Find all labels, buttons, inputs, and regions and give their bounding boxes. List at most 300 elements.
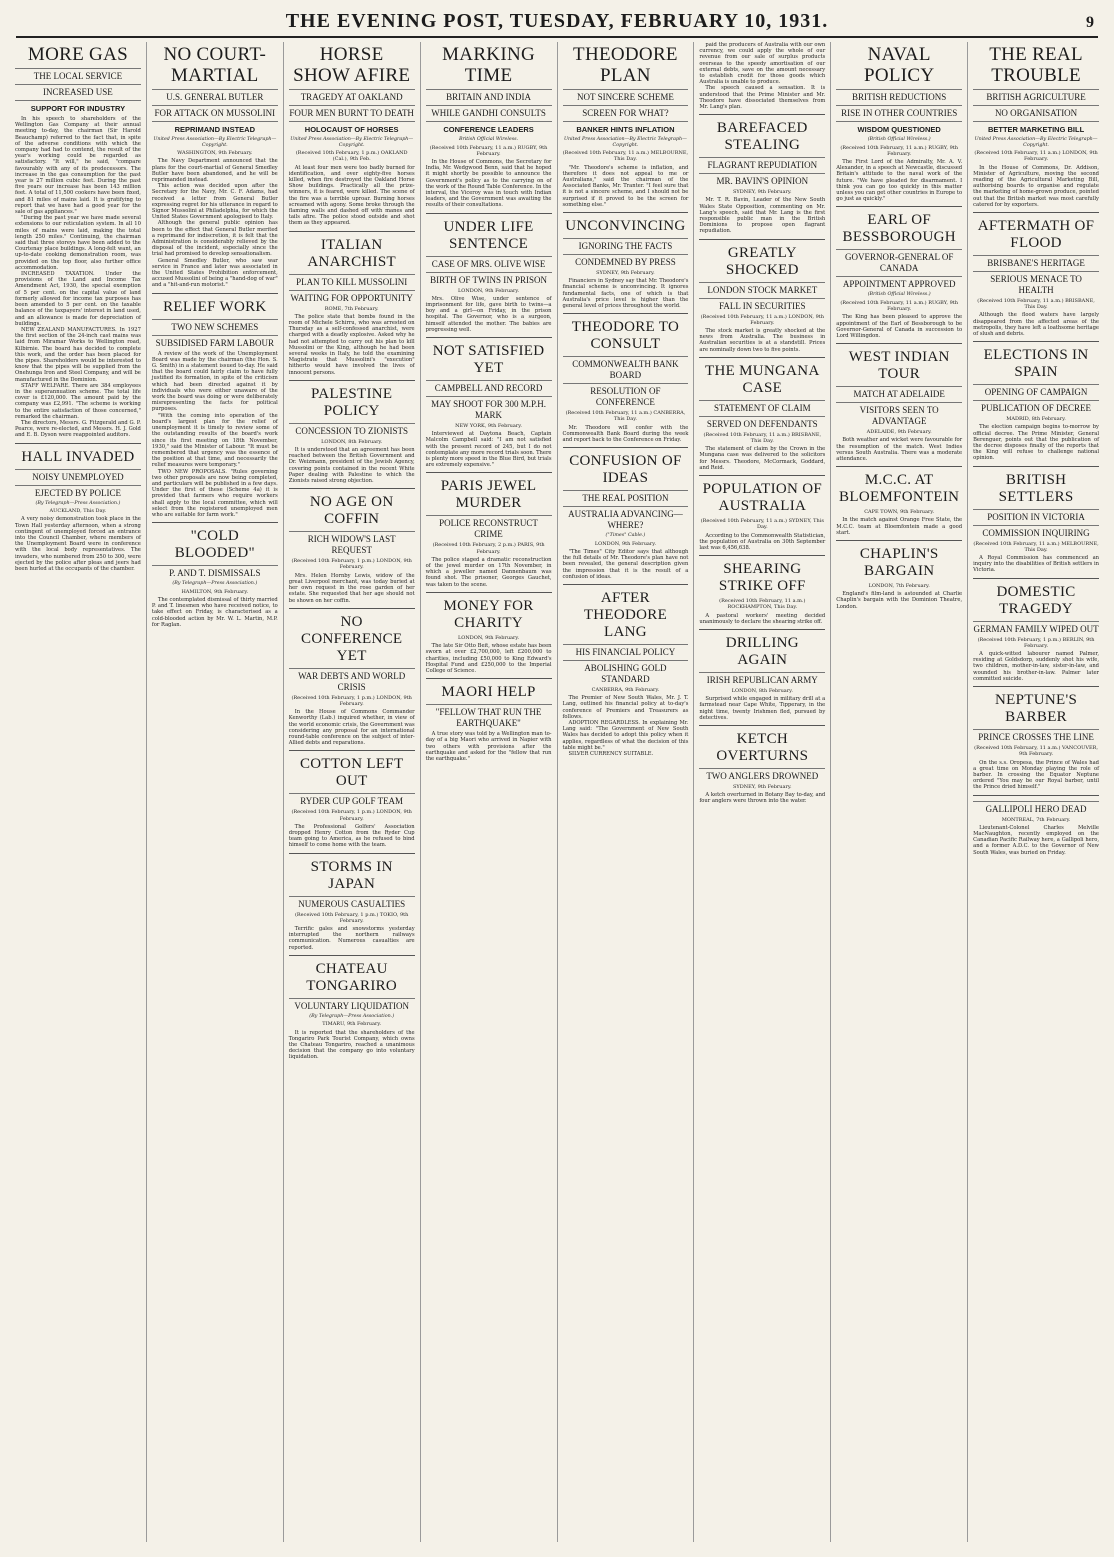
article [836,466,962,536]
dateline: CAPE TOWN, 9th February. [864,509,935,516]
dateline: (Received 10th February, 11 a.m.) BRISBANE, This Day. [703,431,822,445]
column-2 [147,42,284,1542]
paragraph: A ketch overturned in Botany Bay to-day, and four anglers were thrown into the water. [699,792,826,805]
dateline: (Received 10th February, 11 a.m.) MELBOURNE, This Day. [973,540,1099,553]
headline: HORSE SHOW AFIRE [293,44,411,86]
dateline: (Received 10th February, 1 p.m.) LONDON, 9th February. [291,694,412,707]
wire-credit: United Press Association—By Electric Telegraph—Copyright. [974,137,1098,148]
paragraph: "Mr. Theodore's scheme is inflation, and therefore it does not appeal to me or Australians," said the chairman of the Associated Banks, Mr. Tranter. "I feel sure that it is not a sincere scheme, and I should not be surprised if it proved to be the screen for something else." [562,164,689,208]
dateline: AUCKLAND, This Day. [49,508,107,515]
headline: CHAPLIN'S BARGAIN [859,546,939,580]
article-body [426,557,552,588]
article [973,466,1099,574]
headline: THEODORE PLAN [573,44,678,86]
article [426,337,552,468]
subheading: BRITAIN AND INDIA [426,89,552,103]
subheading: FALL IN SECURITIES [699,298,825,312]
dateline: (Received 10th February, 11 a.m.) VANCOUVER, 9th February. [974,745,1098,758]
headline: NEPTUNE'S BARBER [995,692,1078,726]
headline: RELIEF WORK [163,298,267,315]
article [973,795,1099,856]
subheading: TWO NEW SCHEMES [152,319,278,333]
dateline: LONDON, 9th February. [457,634,520,641]
article [563,44,689,208]
subheading: VOLUNTARY LIQUIDATION [289,998,415,1012]
subheading: TRAGEDY AT OAKLAND [289,89,415,103]
dateline: SYDNEY, 9th February. [732,783,792,790]
dateline: LONDON, 9th February. [594,540,657,547]
headline: ITALIAN ANARCHIST [307,236,396,270]
paragraph: The statement of claim by the Crown in the Mungana case was delivered to the solicitors for Messrs. Theodore, McCormack, Goddard, and Reid. [699,446,826,471]
headline: HALL INVADED [21,448,135,465]
paragraph: It is reported that the shareholders of the Tongariro Park Tourist Company, which owns the Chateau Tongariro, reached a unanimous decision that the company go into voluntary liquidation. [288,1029,415,1061]
dateline: SYDNEY, 9th February. [732,189,792,196]
dateline: (Received 10th February, 11 a.m.) ROCKHAMPTON, This Day. [719,598,806,611]
article [699,42,825,110]
dateline: (Received 10th February, 11 a.m.) SYDNEY, This Day. [700,518,824,531]
paragraph: STAFF WELFARE. There are 384 employees in the superannuation scheme. The total life cover is £120,000. The amount paid by the company was £2,991. "The scheme is working to the entire satisfaction of those concerned," remarked the chairman. [15,382,141,420]
paragraph: Although the general public opinion has been to the effect that General Butler merited a reprimand for indiscretion, it is felt that the Administration is considerably relieved by the disposal of the incident, especially since the trial had promised to develop sensationalism. [151,220,278,258]
dateline: MADRID, 8th February. [1006,416,1066,423]
article [836,44,962,202]
subheading: SUBSIDISED FARM LABOUR [152,335,278,349]
article-body [699,328,825,353]
subheading: ABOLISHING GOLD STANDARD [563,660,689,685]
paragraph: A quick-witted labourer named Palmer, residing at Goldsdorp, suddenly shot his wife, two children, mother-in-law, sister-in-law, and wounded his brother-in-law. Palmer later committed suicide. [973,651,1099,682]
headline: SHEARING STRIKE OFF [718,561,806,595]
subheading: HOLOCAUST OF HORSES [289,121,415,135]
paragraph: A Royal Commission has commenced an inquiry into the disabilities of British settlers in Victoria. [973,555,1099,574]
subheading: BRITISH AGRICULTURE [973,89,1099,103]
article [699,725,825,805]
subheading: BRISBANE'S HERITAGE [973,255,1099,269]
paragraph: Interviewed at Daytona Beach, Captain Malcolm Campbell said: "I am not satisfied with the present record of 245, but I do not contemplate any more record trials soon. There is plenty more speed in the Blue Bird, but trials are extremely expensive." [425,431,552,469]
headline: CHATEAU TONGARIRO [306,960,398,994]
article [15,44,141,439]
subheading: PRINCE CROSSES THE LINE [973,729,1099,743]
article [973,44,1099,208]
subheading: BETTER MARKETING BILL [973,121,1099,135]
subheading: TWO ANGLERS DROWNED [699,768,825,782]
headline: MONEY FOR CHARITY [443,597,534,631]
column-7 [831,42,968,1542]
article [289,44,415,227]
paragraph: The speech caused a sensation. It is understood that the Prime Minister and Mr. Theodore have dissociated themselves from Mr. Lang's plan. [699,85,826,111]
paragraph: A review of the work of the Unemployment Board was made by the chairman (the Hon. S. G. Smith) in a statement issued to-day. He said that the board could fairly claim to have fully justified its formation, in spite of the criticism which had been directed against it by individuals who were either unaware of the work the board was doing or were deliberately misrepresenting the facts for political purposes. [151,350,278,413]
subheading: IRISH REPUBLICAN ARMY [699,672,825,686]
subheading: SERIOUS MENACE TO HEALTH [973,271,1099,296]
article [973,212,1099,337]
paragraph: INCREASED TAXATION. Under the provisions of the Land and Income Tax Amendment Act, 1930, the special exemption of 5 per cent. on the capital value of land formerly allowed for income tax purposes has been amended to 5 per cent. on the taxable balance of the taxpayers' interest in land used, and an allowance is made for depreciation of buildings. [15,271,141,327]
article [973,686,1099,790]
subheading: COMMISSION INQUIRING [973,525,1099,539]
article [699,555,825,625]
headline: NO CONFERENCE YET [301,613,403,664]
article-body [973,555,1099,574]
paragraph: The Professional Golfers' Association dropped Henry Cotton from the Ryder Cup team going to America, as he refused to bind himself to come home with the team. [288,823,415,849]
wire-credit: British Official Wireless. [458,137,519,142]
article-body [426,643,552,674]
article [699,114,825,234]
dateline: NEW YORK, 9th February. [455,423,523,430]
headline: KETCH OVERTURNS [716,730,809,764]
column-4 [421,42,558,1542]
wire-credit: (By Telegraph—Press Association.) [309,1013,395,1019]
article-body [699,696,825,721]
newspaper-title: THE EVENING POST, TUESDAY, FEBRUARY 10, 1931. [285,10,829,32]
headline: DOMESTIC TRAGEDY [996,583,1076,617]
article-body [973,825,1099,856]
subheading: FOUR MEN BURNT TO DEATH [289,105,415,119]
headline: THEODORE TO CONSULT [571,319,680,353]
subheading: EJECTED BY POLICE [15,485,141,499]
article [699,475,825,551]
column-5 [558,42,695,1542]
dateline: LONDON, 8th February. [321,438,383,445]
paragraph: "During the past year we have made several extensions to our reticulation system. In all 10 miles of mains were laid, making the total length 250 miles." Continuing, the chairman said that three storeys have been added to the Courtenay place buildings. A long-felt want, an up-to-date cooking demonstration room, was provided on the top floor, also further office accommodation. [15,215,141,271]
article [289,231,415,376]
article-body [563,549,689,580]
masthead [16,6,1098,38]
article [152,522,278,628]
dateline: (Received 10th February, 11 a.m.) RUGBY, 9th February. [429,144,548,157]
paragraph: NEW ZEALAND MANUFACTURES. In 1927 the first section of the 24-inch cast mains was laid from Miramar Works to Wellington road, Kilbirnie. The board has decided to complete this work, and the order has been placed for the pipes. Shareholders would be interested to know that the pipes will be supplied from the Onehunga Iron and Steel Company, and will be manufactured in the Dominion. [15,326,141,383]
dateline: (Received 10th February, 11 a.m.) BRISBANE, This Day. [977,298,1095,311]
article [289,380,415,484]
article-body [289,824,415,849]
wire-credit: (British Official Wireless.) [867,292,931,298]
subheading: RESOLUTION OF CONFERENCE [563,383,689,408]
dateline: HAMILTON, 9th February. [181,588,249,595]
dateline: MONTREAL, 7th February. [1001,816,1071,823]
article [15,443,141,573]
subheading: NOISY UNEMPLOYED [15,469,141,483]
paragraph: A pastoral workers' meeting decided unanimously to declare the shearing strike off. [699,612,826,625]
article [563,447,689,580]
article-body [563,425,689,444]
subheading: POSITION IN VICTORIA [973,509,1099,523]
dateline: WASHINGTON, 9th February. [177,150,253,157]
paragraph: A true story was told by a Wellington man to-day of a big Maori who arrived in Napier with two others with provisions after the earthquake and asked for the "fellow that run the earthquake." [425,731,552,762]
headline: "COLD BLOODED" [174,528,255,562]
subheading: CAMPBELL AND RECORD [426,380,552,394]
headline: MARKING TIME [442,44,535,86]
dateline: ROME, 7th February. [324,305,379,312]
column-6 [694,42,831,1542]
subheading: GERMAN FAMILY WIPED OUT [973,621,1099,635]
article [152,293,278,518]
paragraph: Although the flood waters have largely disappeared from the affected areas of the metropolis, they have left a loathsome heritage of slush and debris. [973,312,1099,338]
subheading: SCREEN FOR WHAT? [563,105,689,119]
headline: AFTER THEODORE LANG [583,590,668,641]
article-body [836,437,962,462]
paragraph: SILVER CURRENCY SUITABLE. [568,751,654,758]
article-body [699,446,825,471]
dateline: TIMARU, 9th February. [322,1021,382,1028]
subheading: SUPPORT FOR INDUSTRY [15,100,141,114]
paragraph: In his speech to shareholders of the Wellington Gas Company at their annual meeting to-day, the chairman (Sir Harold Beauchamp) referred to the fact that, in spite of the adverse conditions with which the company had had to contend, the result of the year's working could be regarded as satisfactory. "It will," he said, "compare favourably with any of its predecessors. The increase in the gas consumption for the past year is 27 million cubic feet. During the past five years our increase has been 143 million feet. A total of 11,500 cookers have been fixed, and 81 miles of mains laid. It is gratifying to report that we have had a good year for the sale of gas appliances." [15,116,141,216]
headline: THE MUNGANA CASE [705,362,820,396]
subheading: PUBLICATION OF DECREE [973,400,1099,414]
article-body [426,731,552,762]
headline: BAREFACED STEALING [716,120,808,154]
article [426,213,552,333]
subheading: WHILE GANDHI CONSULTS [426,105,552,119]
paragraph: At least four men were too badly burned for identification, and over eighty-five horses killed, when fire destroyed the Oakland Horse Show buildings. Practically all the prize-winners, it is feared, were killed. The scene of the fire was a terrible uproar. Burning horses screamed with agony. Some broke through the flaming walls and dashed off with manes and tails afire. The police stood outside and shot them as they appeared. [288,164,415,227]
paragraph: A very noisy demonstration took place in the Town Hall yesterday afternoon, when a strong contingent of unemployed forced an entrance into the Council Chamber, where members of the Unemployment Board were in conference with the local body representatives. The invaders, who numbered from 250 to 300, were ejected by the police after pleas and jeers had been hurled at the occupants of the chamber. [15,516,141,572]
article-body [973,165,1099,208]
headline: MORE GAS [27,44,128,65]
headline: POPULATION OF AUSTRALIA [702,481,822,515]
article [426,472,552,587]
dateline: (Received 10th February, 1 p.m.) BERLIN, 9th February. [977,636,1095,649]
paragraph: Mr. T. R. Bavin, Leader of the New South Wales State Opposition, commenting on Mr. Lang's speech, said that Mr. Lang is the first responsible public man in the British Dominions to propose open flagrant repudiation. [699,197,826,235]
dateline: LONDON, 7th February. [868,583,930,590]
paragraph: Financiers in Sydney say that Mr. Theodore's financial scheme is unconvincing. It ignores fundamental facts, one of which is that Australia's price level is higher than the general level of prices throughout the world. [562,278,689,310]
subheading: MAY SHOOT FOR 300 M.P.H. MARK [426,396,552,421]
paragraph: TWO NEW PROPOSALS. "Rules governing two other proposals are now being completed, and particulars will be published in a few days. Under the first of these (Scheme 4a) it is provided that farmers who require workers shall apply to the local committee, which will select from the registered unemployed men who are suitable for farm work." [151,468,278,518]
paragraph: The contemplated dismissal of thirty married P. and T. linesmen who have received notice, to take effect on Friday, is characterised as a cold-blooded action by Mr. W. L. Martin, M.P. for Raglan. [151,596,278,628]
subheading: WAITING FOR OPPORTUNITY [289,290,415,304]
wire-credit: United Press Association—By Electric Telegraph—Copyright. [563,137,687,148]
article-body [289,573,415,604]
column-3 [284,42,421,1542]
subheading: INCREASED USE [15,84,141,98]
paragraph: The directors, Messrs. G. Fitzgerald and G. P. Pearce, were re-elected, and Messrs. H. J. Gold and E. B. Dyson were reappointed auditors. [15,419,141,439]
dateline: (Received 10th February, 11 a.m.) LONDON, 9th February. [700,313,825,326]
paragraph: In the match against Orange Free State, the M.C.C. team at Bloemfontein made a good start. [836,517,963,536]
subheading: CONFERENCE LEADERS [426,121,552,135]
paragraph: The Navy Department announced that the plans for the court-martial of General Smedley Butler have been abandoned, and he will be reprimanded instead. [151,158,278,183]
subheading: SERVED ON DEFENDANTS [699,416,825,430]
headline: BRITISH SETTLERS [998,471,1074,505]
paragraph: The late Sir Otto Beit, whose estate has been sworn at over £2,700,000, left £200,000 to charities, including £50,000 to King Edward's Hospital Fund and £250,000 to the Imperial College of Science. [425,643,552,674]
article [152,44,278,289]
dateline: SYDNEY, 9th February. [596,270,655,277]
subheading: BANKER HINTS INFLATION [563,121,689,135]
paragraph: On the s.s. Oropesa, the Prince of Wales had a great time on Monday playing the role of barber. In crossing the Equator Neptune ordered "You may be our Royal barber, until the Prince dried himself." [973,759,1099,791]
paragraph: The stock market is greatly shocked at the news from Australia. The business in Australian securities is at a standstill. Prices are nominally down two to five points. [699,328,826,353]
paragraph: General Smedley Butler, who saw war service in France and later was associated in the United States Prohibition enforcement, accused Mussolini of being a "hand-dog of war" and a "hit-and-run motorist." [151,257,278,289]
subheading: U.S. GENERAL BUTLER [152,89,278,103]
article [426,678,552,762]
article-body [836,517,962,536]
subheading: GOVERNOR-GENERAL OF CANADA [836,249,962,274]
paragraph: "With the coming into operation of the board's largest plan for the relief of unemployment it is timely to review some of the outstanding results of the board's work since its first meeting on 18th November, 1930," said the Minister of Labour. "It must be remembered that urgency was the essence of the position at that time, and necessarily the relief measures were temporary." [151,412,278,469]
dateline: ADELAIDE, 9th February. [866,429,932,436]
subheading: MATCH AT ADELAIDE [836,386,962,400]
article [699,239,825,353]
article-body [836,591,962,610]
headline: CONFUSION OF IDEAS [569,453,682,487]
article-body [973,424,1099,461]
page-number: 9 [1086,14,1094,31]
subheading: RICH WIDOW'S LAST REQUEST [289,531,415,556]
paragraph: Mr. Theodore will confer with the Commonwealth Bank Board during the week and report back to the Conference on Friday. [562,424,689,444]
subheading: COMMONWEALTH BANK BOARD [563,356,689,381]
headline: NOT SATISFIED YET [432,343,545,377]
article-body [289,165,415,227]
headline: WEST INDIAN TOUR [848,349,950,383]
paragraph: The election campaign begins to-morrow by official decree. The Prime Minister, General Berenguer, points out that the publication of the decree disposes finally of the reports that the King will refuse to challenge national opinion. [973,424,1099,462]
subheading: OPENING OF CAMPAIGN [973,384,1099,398]
paragraph: Terrific gales and snowstorms yesterday interrupted the northern railways communication. Numerous casualties are reported. [288,925,415,951]
article [836,540,962,610]
headline: UNDER LIFE SENTENCE [443,218,534,252]
paragraph: paid the producers of Australia with our own currency, we could apply the whole of our revenue from our sale of surplus products overseas to the speedy amortisation of our external debts, save on the amount necessary to establish credit for those goods which Australia is unable to produce. [699,42,826,86]
article [699,357,825,471]
subheading: THE REAL POSITION [563,490,689,504]
paragraph: Mrs. Helen Hornby Lewis, widow of the great Liverpool merchant, was today buried at her own request in the rose garden of her estate. She requested that her age should not be shown on her coffin. [288,572,415,604]
dateline: (Received 10th February, 11 a.m.) MELBOURNE, This Day. [562,150,689,163]
subheading: HIS FINANCIAL POLICY [563,644,689,658]
headline: NAVAL POLICY [863,44,935,86]
article [289,853,415,951]
headline: M.C.C. AT BLOEMFONTEIN [839,472,960,506]
column-1 [10,42,147,1542]
headline: GREATLY SHOCKED [725,244,799,278]
article-body [836,159,962,202]
subheading: REPRIMAND INSTEAD [152,121,278,135]
article-body [563,165,689,208]
headline: UNCONVINCING [565,218,686,235]
article-body [15,116,141,439]
article-body [289,1030,415,1061]
article [289,488,415,603]
headline: NO AGE ON COFFIN [309,494,394,528]
dateline: (Received 10th February, 11 a.m.) CANBERRA, This Day. [565,410,686,423]
columns-container [10,42,1104,1542]
headline: NO COURT-MARTIAL [163,44,267,86]
subheading: P. AND T. DISMISSALS [152,565,278,579]
dateline: CANBERRA, 9th February. [591,687,660,694]
article-body [289,314,415,376]
article [836,343,962,462]
article [289,955,415,1061]
article-body [973,312,1099,337]
article-body [699,197,825,234]
article [289,608,415,747]
wire-credit: United Press Association—By Electric Telegraph—Copyright. [153,137,277,148]
headline: AFTERMATH OF FLOOD [977,218,1095,252]
dateline: (Received 10th February, 11 a.m.) LONDON, 9th February. [974,150,1098,163]
subheading: POLICE RECONSTRUCT CRIME [426,515,552,540]
article-body [152,597,278,628]
article-body [152,351,278,518]
dateline: (Received 10th February, 1 p.m.) LONDON, 9th February. [291,809,412,822]
headline: DRILLING AGAIN [725,634,799,668]
paragraph: In the House of Commons, the Secretary for India, Mr. Wedgwood Benn, said that he hoped it might shortly be possible to announce the Government's policy as to the carrying on of the work of the Round Table Conference. In the interval, the Viceroy was in touch with Indian leaders, and the Government was awaiting the results of their consultations. [425,159,552,209]
article-body [699,792,825,804]
subheading: APPOINTMENT APPROVED [836,276,962,290]
subheading: CONCESSION TO ZIONISTS [289,423,415,437]
dateline: (Received 10th February, 11 a.m.) RUGBY, 9th February. [840,144,959,157]
wire-credit: (By Telegraph—Press Association.) [35,500,121,506]
article-body [836,314,962,339]
paragraph: "The Times" City Editor says that although the full details of Mr. Theodore's plan have not been revealed, the general description given the impression that it is the result of a confusion of ideas. [562,549,689,580]
column-8 [968,42,1104,1542]
headline: MAORI HELP [441,684,536,701]
article-body [15,516,141,572]
subheading: RISE IN OTHER COUNTRIES [836,105,962,119]
subheading: BIRTH OF TWINS IN PRISON [426,272,552,286]
subheading: THE LOCAL SERVICE [15,68,141,82]
subheading: WISDOM QUESTIONED [836,121,962,135]
subheading: PLAN TO KILL MUSSOLINI [289,274,415,288]
paragraph: ADOPTION REGARDLESS. In explaining Mr. Lang said: "The Government of New South Wales has decided to adopt this policy when it applies, regardless of what the decision of this table might be." [562,720,689,751]
paragraph: Both weather and wicket were favourable for the resumption of the match. West Indies versus South Australia. There was a moderate attendance. [836,437,963,463]
subheading: NO ORGANISATION [973,105,1099,119]
subheading: CASE OF MRS. OLIVE WISE [426,256,552,270]
paragraph: The Premier of New South Wales, Mr. J. T. Lang, outlined his financial policy at to-day's conference of Premiers and Treasurers as follows. [562,695,689,720]
article [973,578,1099,682]
article-body [563,278,689,309]
subheading: NOT SINCERE SCHEME [563,89,689,103]
paragraph: Lieutenant-Colonel Charles Melville MacNaughton, recently employed on the Canadian Pacific Railway here, a Gallipoli hero, and a former A.D.C. to the Governor of New South Wales, was buried on Friday. [973,824,1099,856]
article [836,206,962,339]
subheading: IGNORING THE FACTS [563,238,689,252]
headline: EARL OF BESSBOROUGH [842,212,956,246]
article-body [973,651,1099,682]
article-body [426,159,552,209]
paragraph: The First Lord of the Admiralty, Mr. A. V. Alexander, in a speech at Newcastle, discussed Britain's attitude to the naval work of the future. "We have pleaded for disarmament. I think you can go too quickly in this matter unless you can get other countries in Europe to go just as quickly." [836,159,963,203]
headline: PALESTINE POLICY [311,385,393,419]
paragraph: England's film-land is astounded at Charlie Chaplin's bargain with the Dominion Theatre, London. [836,591,963,610]
paragraph: According to the Commonwealth Statistician, the population of Australia on 30th September last was 6,456,638. [699,532,826,551]
headline: THE REAL TROUBLE [989,44,1083,86]
headline: STORMS IN JAPAN [310,858,393,892]
paragraph: This action was decided upon after the Secretary for the Navy, Mr. C. F. Adams, had received a letter from General Butler expressing regret for his utterance in regard to Signor Mussolini at Philadelphia, for which the United States Government apologised to Italy. [151,183,278,221]
dateline: (Received 10th February, 2 p.m.) PARIS, 9th February. [432,542,545,555]
headline: ELECTIONS IN SPAIN [983,347,1089,381]
wire-credit: United Press Association—By Electric Telegraph—Copyright. [290,137,414,148]
subheading: VISITORS SEEN TO ADVANTAGE [836,402,962,427]
dateline: (Received 10th February, 1 p.m.) LONDON, 9th February. [291,558,412,571]
subheading: NUMEROUS CASUALTIES [289,896,415,910]
wire-credit: (British Official Wireless.) [867,137,931,142]
article-body [426,296,552,333]
dateline: LONDON, 9th February. [457,287,520,294]
paragraph: Surprised while engaged in military drill at a farmstead near Cape White, Tipperary, in the night time, twenty Irishmen fled, pursued by detectives. [699,696,826,721]
dateline: (Received 10th February, 1 p.m.) TOKIO, 9th February. [294,911,409,924]
paragraph: Mrs. Olive Wise, under sentence of imprisonment for life, gave birth to twins—a boy and a girl—on Friday, in the prison hospital. The Governor, who is a surgeon, himself attended the mother. The babies are progressing well. [425,295,552,333]
article-body [289,709,415,746]
subheading: BRITISH REDUCTIONS [836,89,962,103]
subheading: LONDON STOCK MARKET [699,282,825,296]
article-body [426,431,552,468]
paragraph: The police staged a dramatic reconstruction of the jewel murder on 17th November, in which a jeweller named Dannenbaum was found shot. The prisoner, Georges Gauchet, was taken to the scene. [425,556,552,588]
paragraph: The King has been pleased to approve the appointment of the Earl of Bessborough to be Governor-General of Canada in succession to Lord Willingdon. [836,314,963,340]
dateline: LONDON, 8th February. [731,687,793,694]
article [426,592,552,674]
headline: COTTON LEFT OUT [299,756,404,790]
subheading: MR. BAVIN'S OPINION [699,173,825,187]
article-body [289,926,415,951]
article-body [699,42,825,110]
wire-credit: (By Telegraph—Press Association.) [172,581,258,587]
subheading: FLAGRANT REPUDIATION [699,157,825,171]
article-body [699,613,825,625]
article-body [699,533,825,552]
article [699,629,825,721]
subheading: FOR ATTACK ON MUSSOLINI [152,105,278,119]
subheading: STATEMENT OF CLAIM [699,400,825,414]
dateline: (Received 10th February, 11 a.m.) RUGBY, 9th February. [840,300,959,313]
dateline: (Received 10th February, 1 p.m.) OAKLAND (Cal.), 9th Feb. [295,150,408,163]
subheading: GALLIPOLI HERO DEAD [973,801,1099,815]
article [973,341,1099,461]
wire-credit: ("Times" Cable.) [605,533,646,539]
